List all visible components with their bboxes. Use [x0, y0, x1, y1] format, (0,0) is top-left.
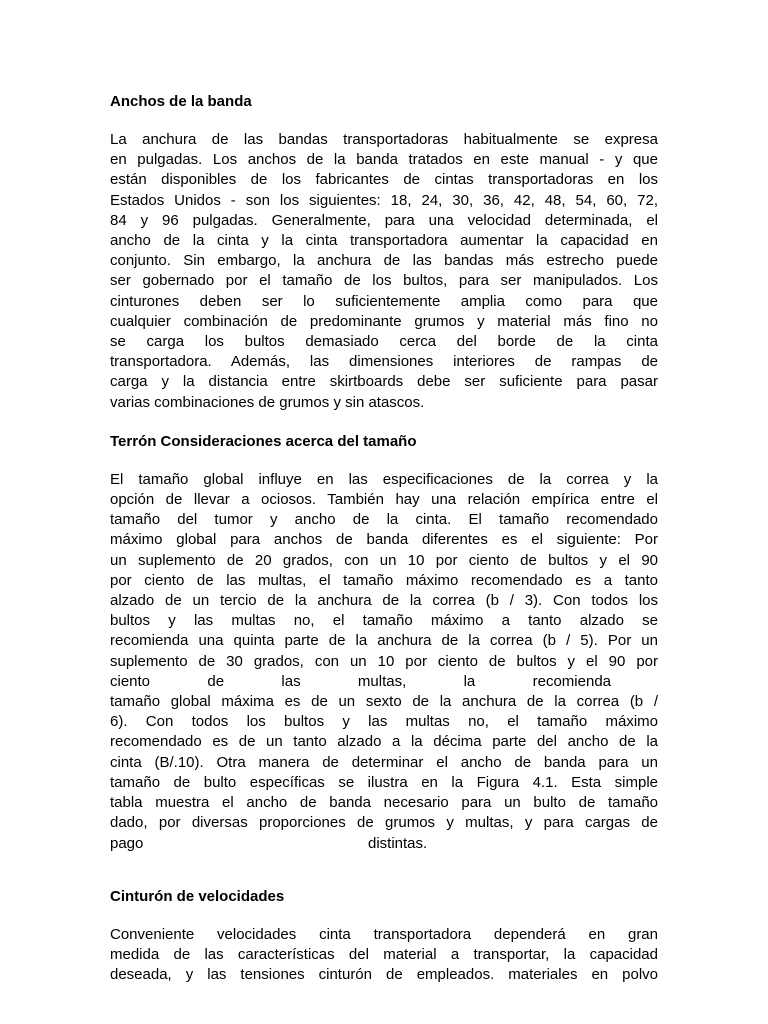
text-line: recomienda una quinta parte de la anchura de la correa (b / 5). Por un	[110, 632, 658, 650]
section-heading-cinturon: Cinturón de velocidades	[110, 887, 285, 905]
paragraph-terron	[110, 470, 658, 854]
text-line: recomendado es de un tanto alzado a la décima parte del ancho de la	[110, 733, 658, 751]
text-line: ciento de las multas, la recomienda	[110, 672, 611, 690]
text-line: ancho de la cinta y la cinta transportadora aumentar la capacidad en	[110, 232, 658, 250]
text-line: opción de llevar a ociosos. También hay una relación empírica entre el	[110, 491, 658, 509]
text-line: 6). Con todos los bultos y las multas no, el tamaño máximo	[110, 713, 658, 731]
text-word-pago: pago	[110, 834, 144, 852]
text-line: ser gobernado por el tamaño de los bultos, para ser manipulados. Los	[110, 272, 658, 290]
text-line: están disponibles de los fabricantes de cintas transportadoras en los	[110, 171, 658, 189]
document-page	[110, 92, 658, 985]
text-line: en pulgadas. Los anchos de la banda tratados en este manual - y que	[110, 151, 658, 169]
text-line: transportadora. Además, las dimensiones interiores de rampas de	[110, 353, 658, 371]
section-heading-anchos: Anchos de la banda	[110, 93, 252, 110]
text-line: varias combinaciones de grumos y sin atascos.	[110, 393, 425, 411]
text-line: tamaño del tumor y ancho de la cinta. El tamaño recomendado	[110, 511, 658, 529]
text-line: suplemento de 30 grados, con un 10 por ciento de bultos y el 90 por	[110, 652, 658, 670]
text-line: 84 y 96 pulgadas. Generalmente, para una velocidad determinada, el	[110, 211, 658, 229]
text-line: La anchura de las bandas transportadoras habitualmente se expresa	[110, 131, 658, 148]
text-line: máximo global para anchos de banda diferentes es el siguiente: Por	[110, 531, 658, 549]
text-line: El tamaño global influye en las especificaciones de la correa y la	[110, 470, 658, 488]
text-line: cualquier combinación de predominante grumos y material más fino no	[110, 312, 658, 330]
text-line: conjunto. Sin embargo, la anchura de las bandas más estrecho puede	[110, 252, 658, 270]
text-line: un suplemento de 20 grados, con un 10 por ciento de bultos y el 90	[110, 551, 658, 569]
text-line: tabla muestra el ancho de banda necesario para un bulto de tamaño	[110, 794, 658, 812]
text-line: tamaño de bulto específicas se ilustra en la Figura 4.1. Esta simple	[110, 773, 658, 791]
text-word-distintas: distintas.	[368, 834, 428, 852]
text-line: se carga los bultos demasiado cerca del borde de la cinta	[110, 333, 658, 351]
text-line: medida de las características del material a transportar, la capacidad	[110, 945, 658, 963]
paragraph-cinturon	[110, 925, 658, 986]
text-line: bultos y las multas no, el tamaño máximo a tanto alzado se	[110, 612, 658, 630]
text-line: cinta (B/.10). Otra manera de determinar el ancho de banda para un	[110, 753, 658, 771]
text-line: por ciento de las multas, el tamaño máximo recomendado es a tanto	[110, 571, 658, 589]
section-heading-terron: Terrón Consideraciones acerca del tamaño	[110, 432, 417, 450]
text-line: cinturones deben ser lo suficientemente amplia como para que	[110, 292, 658, 310]
text-line: tamaño global máxima es de un sexto de la anchura de la correa (b /	[110, 693, 658, 711]
text-line: alzado de un tercio de la anchura de la correa (b / 3). Con todos los	[110, 592, 658, 610]
text-line-last	[110, 834, 658, 854]
text-line: Conveniente velocidades cinta transportadora dependerá en gran	[110, 925, 658, 943]
text-line: carga y la distancia entre skirtboards debe ser suficiente para pasar	[110, 373, 658, 391]
text-line: Estados Unidos - son los siguientes: 18, 24, 30, 36, 42, 48, 54, 60, 72,	[110, 191, 658, 209]
text-line: deseada, y las tensiones cinturón de empleados. materiales en polvo	[110, 966, 658, 984]
paragraph-anchos	[110, 130, 658, 413]
text-line: dado, por diversas proporciones de grumos y multas, y para cargas de	[110, 814, 658, 832]
